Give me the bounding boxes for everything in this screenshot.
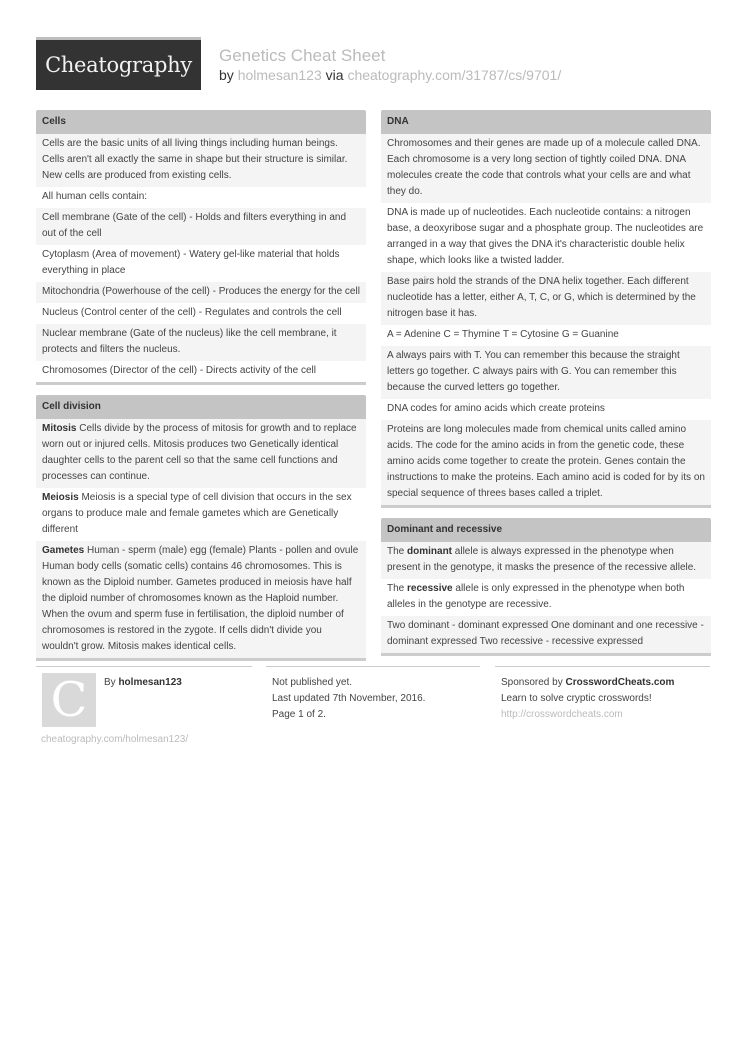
- author-link[interactable]: holmesan123: [237, 67, 322, 83]
- list-item: A always pairs with T. You can remember this because the straight letters go together. C always pairs with G. You can remember this because the curved letters go together.: [381, 346, 711, 399]
- section-header-cells: Cells: [36, 110, 366, 134]
- section-cells: [36, 110, 366, 385]
- list-item: All human cells contain:: [36, 187, 366, 208]
- list-item: Proteins are long molecules made from chemical units called amino acids. The code for the amino acids in from the genetic code, these amino acids come together to create the protein. Genes contain the instructions to make the proteins. Each amino acid is coded for by its on special sequence of threes bases called a triplet.: [381, 420, 711, 505]
- sponsor-label: Sponsored by: [501, 677, 566, 688]
- by-label: By: [104, 677, 119, 688]
- sheet-url-link[interactable]: cheatography.com/31787/cs/9701/: [347, 67, 562, 83]
- footer-divider: [266, 666, 480, 667]
- via-label: via: [325, 67, 344, 83]
- list-item: Cell membrane (Gate of the cell) - Holds and filters everything in and out of the cell: [36, 208, 366, 245]
- footer-published: Not published yet.: [272, 677, 353, 688]
- term: Meiosis: [42, 492, 79, 503]
- footer-author: [104, 675, 182, 691]
- left-column: [36, 110, 366, 671]
- definition: Cells divide by the process of mitosis for growth and to replace worn out or injured cells. Mitosis produces two Genetically identical daughter cells to the parent cell so that the same cell functions and processes can continue.: [42, 423, 357, 482]
- definition: allele is only expressed in the phenotype when both alleles in the genotype are recessive.: [387, 583, 685, 610]
- section-header-dna: DNA: [381, 110, 711, 134]
- list-item: [381, 616, 711, 653]
- list-item: Nuclear membrane (Gate of the nucleus) like the cell membrane, it protects and filters the nucleus.: [36, 324, 366, 361]
- footer-divider: [495, 666, 710, 667]
- sponsor-url[interactable]: http://crosswordcheats.com: [501, 709, 623, 720]
- list-item: [36, 541, 366, 658]
- list-item: Mitochondria (Powerhouse of the cell) - Produces the energy for the cell: [36, 282, 366, 303]
- avatar[interactable]: [42, 673, 96, 727]
- list-item: Nucleus (Control center of the cell) - Regulates and controls the cell: [36, 303, 366, 324]
- term: recessive: [407, 583, 453, 594]
- avatar-letter: C: [50, 672, 88, 728]
- list-item: [381, 579, 711, 616]
- list-item: DNA is made up of nucleotides. Each nucleotide contains: a nitrogen base, a deoxyribose sugar and a phosphate group. The nucleotides are arranged in a way that gives the DNA it's characteristic double helix shape, which looks like a twisted ladder.: [381, 203, 711, 272]
- section-dna: [381, 110, 711, 508]
- page-title: Genetics Cheat Sheet: [219, 46, 386, 65]
- footer-sponsor: [501, 675, 674, 691]
- section-dominant-recessive: [381, 518, 711, 656]
- list-item: [381, 542, 711, 579]
- footer-author-link[interactable]: holmesan123: [118, 677, 182, 688]
- footer-author-url[interactable]: cheatography.com/holmesan123/: [41, 734, 189, 745]
- list-item: Cells are the basic units of all living things including human beings. Cells aren't all exactly the same in shape but their structure is similar. New cells are produced from existing cells.: [36, 134, 366, 187]
- list-item: A = Adenine C = Thymine T = Cytosine G = Guanine: [381, 325, 711, 346]
- footer-updated: Last updated 7th November, 2016.: [272, 693, 426, 704]
- definition: Two dominant - dominant expressed One dominant and one recessive - dominant expressed Two recessive - recessive expressed: [387, 620, 704, 647]
- footer-divider: [36, 666, 252, 667]
- prefix: The: [387, 583, 408, 594]
- list-item: [36, 488, 366, 541]
- byline: [219, 67, 561, 83]
- right-column: [381, 110, 711, 666]
- definition: allele is always expressed in the phenotype when present in the genotype, it masks the presence of the recessive allele.: [387, 546, 697, 573]
- list-item: Cytoplasm (Area of movement) - Watery gel-like material that holds everything in place: [36, 245, 366, 282]
- footer-page: Page 1 of 2.: [272, 709, 326, 720]
- section-header-dominant-recessive: Dominant and recessive: [381, 518, 711, 542]
- term: Gametes: [42, 545, 85, 556]
- list-item: Chromosomes and their genes are made up of a molecule called DNA. Each chromosome is a very long section of tightly coiled DNA. DNA molecules create the code that controls what your cells are and what they do.: [381, 134, 711, 203]
- sponsor-tagline: Learn to solve cryptic crosswords!: [501, 693, 652, 704]
- section-cell-division: [36, 395, 366, 661]
- sponsor-link[interactable]: CrosswordCheats.com: [565, 677, 675, 688]
- list-item: [36, 419, 366, 488]
- logo-text: Cheatography: [45, 53, 192, 77]
- list-item: DNA codes for amino acids which create proteins: [381, 399, 711, 420]
- term: dominant: [407, 546, 453, 557]
- term: Mitosis: [42, 423, 77, 434]
- by-label: by: [219, 67, 234, 83]
- definition: Meiosis is a special type of cell division that occurs in the sex organs to produce male and female gametes which are Genetically different: [42, 492, 352, 535]
- section-header-cell-division: Cell division: [36, 395, 366, 419]
- definition: Human - sperm (male) egg (female) Plants - pollen and ovule Human body cells (somatic cells) contains 46 chromosomes. This is known as the Diploid number. Gametes produced in meiosis have half the diploid number of chromosomes known as the Haploid number. When the ovum and sperm fuse in fertilisation, the diploid number of chromosomes is restored in the zygote. If cells didn't divide you wouldn't grow. Mitosis makes identical cells.: [42, 545, 359, 652]
- list-item: Chromosomes (Director of the cell) - Directs activity of the cell: [36, 361, 366, 382]
- prefix: The: [387, 546, 408, 557]
- list-item: Base pairs hold the strands of the DNA helix together. Each different nucleotide has a letter, either A, T, C, or G, which is determined by the nitrogen base it has.: [381, 272, 711, 325]
- cheatography-logo[interactable]: [36, 37, 201, 90]
